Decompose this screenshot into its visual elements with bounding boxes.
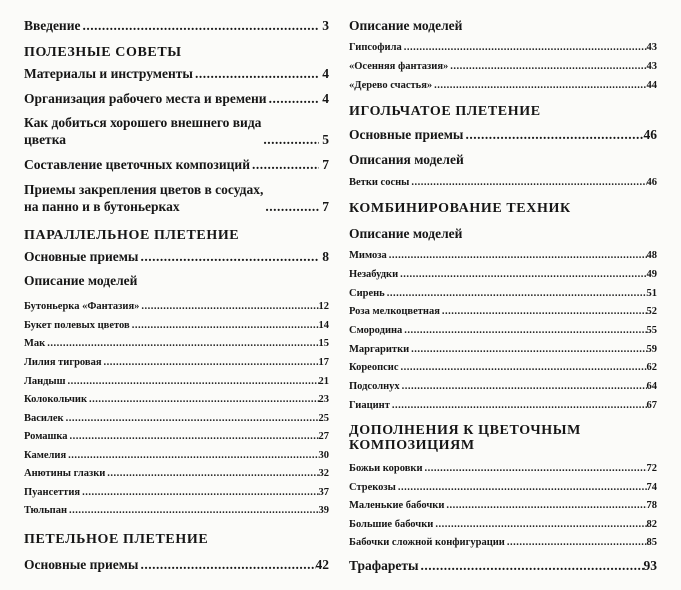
entry-page: 8 (322, 249, 329, 264)
toc-entry[interactable] (349, 500, 657, 511)
toc-entry[interactable] (24, 338, 329, 349)
entry-title: Большие бабочки (349, 519, 434, 530)
dot-leader (385, 288, 647, 299)
entry-title: Бабочки сложной конфигурации (349, 537, 505, 548)
entry-title: Незабудки (349, 269, 399, 280)
dot-leader (263, 199, 319, 215)
dot-leader (400, 381, 647, 392)
entry-title: Кореопсис (349, 362, 399, 373)
entry-title: Роза мелкоцветная (349, 306, 440, 317)
dot-leader (398, 269, 646, 280)
toc-entry[interactable] (24, 505, 329, 516)
toc-entry[interactable] (349, 463, 657, 474)
entry-page: 15 (318, 338, 329, 349)
entry-title: Гиацинт (349, 400, 390, 411)
toc-entry[interactable] (24, 66, 329, 82)
toc-entry[interactable] (349, 61, 657, 72)
entry-page: 64 (646, 381, 657, 392)
entry-page: 12 (318, 301, 329, 312)
entry-title: Основные приемы (24, 249, 139, 264)
toc-entry[interactable] (349, 42, 657, 53)
dot-leader (409, 344, 646, 355)
entry-page: 39 (318, 505, 329, 516)
toc-entry[interactable] (349, 362, 657, 373)
entry-page: 14 (318, 320, 329, 331)
toc-entry[interactable] (349, 127, 657, 143)
entry-title: Материалы и инструменты (24, 66, 193, 81)
section-heading-additions (349, 423, 657, 453)
dot-leader (130, 320, 319, 331)
toc-entry[interactable] (24, 91, 329, 107)
entry-page: 44 (646, 80, 657, 91)
entry-title: Ландыш (24, 376, 66, 387)
entry-title: Организация рабочего места и времени (24, 91, 267, 106)
dot-leader (432, 80, 646, 91)
subheading-combo-models: Описание моделей (349, 226, 463, 241)
entry-title: «Осенняя фантазия» (349, 61, 449, 72)
dot-leader (444, 500, 646, 511)
entry-page: 4 (322, 91, 329, 106)
toc-entry[interactable] (349, 519, 657, 530)
entry-page: 55 (646, 325, 657, 336)
dot-leader (138, 249, 319, 265)
entry-page: 7 (322, 157, 329, 172)
toc-entry[interactable] (349, 306, 657, 317)
dot-leader (139, 301, 318, 312)
entry-page: 7 (322, 199, 329, 214)
entry-page: 78 (646, 500, 657, 511)
entry-title: Трафареты (349, 558, 419, 573)
entry-page: 23 (318, 394, 329, 405)
toc-entry[interactable] (24, 413, 329, 424)
entry-title: Маргаритки (349, 344, 410, 355)
entry-page: 62 (646, 362, 657, 373)
section-heading-parallel: ПАРАЛЛЕЛЬНОЕ ПЛЕТЕНИЕ (24, 228, 240, 243)
toc-entry[interactable] (24, 114, 329, 148)
toc-entry[interactable] (349, 288, 657, 299)
entry-title: Маленькие бабочки (349, 500, 445, 511)
entry-title: Основные приемы (24, 557, 139, 572)
dot-leader (433, 519, 646, 530)
entry-title: Василек (24, 413, 64, 424)
toc-entry[interactable] (24, 450, 329, 461)
dot-leader (463, 127, 643, 143)
toc-entry[interactable] (349, 482, 657, 493)
dot-leader (261, 132, 319, 148)
entry-page: 52 (646, 306, 657, 317)
entry-title: Божьи коровки (349, 463, 423, 474)
entry-title: Камелия (24, 450, 67, 461)
toc-entry[interactable] (24, 249, 329, 265)
entry-title-line2: цветка (24, 132, 67, 147)
dot-leader (267, 91, 319, 107)
entry-page: 46 (643, 127, 657, 142)
entry-title: Анютины глазки (24, 468, 106, 479)
toc-entry-intro[interactable] (24, 18, 329, 34)
section-heading-loop: ПЕТЕЛЬНОЕ ПЛЕТЕНИЕ (24, 532, 209, 547)
dot-leader (419, 558, 644, 574)
entry-title: Лилия тигровая (24, 357, 102, 368)
dot-leader (66, 376, 319, 387)
entry-page: 21 (318, 376, 329, 387)
entry-title: Букет полевых цветов (24, 320, 130, 331)
entry-title: Смородина (349, 325, 403, 336)
entry-title: Колокольчик (24, 394, 88, 405)
dot-leader (505, 537, 647, 548)
toc-entry[interactable] (24, 431, 329, 442)
dot-leader (448, 61, 646, 72)
dot-leader (423, 463, 647, 474)
entry-title: Гипсофила (349, 42, 402, 53)
section-heading-line2: КОМПОЗИЦИЯМ (349, 438, 475, 453)
entry-title: Тюльпан (24, 505, 68, 516)
subheading-needle-models: Описания моделей (349, 152, 464, 167)
entry-page: 32 (318, 468, 329, 479)
entry-page: 74 (646, 482, 657, 493)
dot-leader (193, 66, 319, 82)
dot-leader (390, 400, 647, 411)
entry-page: 51 (646, 288, 657, 299)
toc-entry-stencils[interactable] (349, 558, 657, 574)
entry-page: 30 (318, 450, 329, 461)
dot-leader (68, 431, 319, 442)
dot-leader (402, 325, 646, 336)
toc-entry[interactable] (349, 250, 657, 261)
entry-title: Мак (24, 338, 46, 349)
dot-leader (138, 557, 315, 573)
entry-title-line2: на панно и в бутоньерках (24, 199, 180, 214)
section-heading-tips: ПОЛЕЗНЫЕ СОВЕТЫ (24, 45, 182, 60)
entry-page: 25 (318, 413, 329, 424)
dot-leader (102, 357, 319, 368)
entry-page: 37 (318, 487, 329, 498)
toc-entry[interactable] (24, 468, 329, 479)
dot-leader (80, 487, 318, 498)
entry-title: Стрекозы (349, 482, 396, 493)
dot-leader (387, 250, 647, 261)
subheading-models: Описание моделей (24, 273, 138, 288)
toc-entry[interactable] (24, 376, 329, 387)
toc-entry[interactable] (24, 320, 329, 331)
toc-entry[interactable] (24, 357, 329, 368)
entry-page: 43 (646, 61, 657, 72)
toc-entry[interactable] (349, 400, 657, 411)
entry-title: Составление цветочных композиций (24, 157, 250, 172)
entry-page: 85 (646, 537, 657, 548)
section-heading-combo: КОМБИНИРОВАНИЕ ТЕХНИК (349, 201, 571, 216)
entry-title: Сирень (349, 288, 385, 299)
entry-page: 42 (315, 557, 329, 572)
entry-page: 48 (646, 250, 657, 261)
entry-page: 67 (646, 400, 657, 411)
toc-entry[interactable] (349, 80, 657, 91)
entry-page: 49 (646, 269, 657, 280)
entry-page: 82 (646, 519, 657, 530)
entry-page: 4 (322, 66, 329, 81)
entry-title: Пуансеттия (24, 487, 81, 498)
dot-leader (105, 468, 318, 479)
entry-title: Мимоза (349, 250, 387, 261)
toc-entry[interactable] (24, 557, 329, 573)
entry-page: 27 (318, 431, 329, 442)
toc-entry[interactable] (349, 177, 657, 188)
entry-page: 59 (646, 344, 657, 355)
entry-title-line1: Как добиться хорошего внешнего вида (24, 115, 262, 130)
subheading-models: Описание моделей (349, 18, 463, 33)
dot-leader (396, 482, 647, 493)
entry-title-line1: Приемы закрепления цветов в сосудах, (24, 182, 264, 197)
entry-page: 72 (646, 463, 657, 474)
dot-leader (67, 505, 318, 516)
toc-entry[interactable] (349, 537, 657, 548)
entry-page: 93 (643, 558, 657, 573)
entry-title: Основные приемы (349, 127, 464, 142)
dot-leader (64, 413, 319, 424)
dot-leader (66, 450, 318, 461)
toc-entry[interactable] (24, 181, 329, 215)
entry-title: Введение (24, 18, 81, 33)
dot-leader (409, 177, 646, 188)
entry-page: 17 (318, 357, 329, 368)
entry-title (24, 181, 263, 215)
toc-entry[interactable] (24, 394, 329, 405)
entry-title: Подсолнух (349, 381, 400, 392)
entry-title: Бутоньерка «Фантазия» (24, 301, 140, 312)
entry-title (24, 114, 261, 148)
dot-leader (250, 157, 319, 173)
toc-entry[interactable] (349, 269, 657, 280)
toc-entry[interactable] (349, 344, 657, 355)
dot-leader (80, 18, 319, 34)
entry-page: 46 (646, 177, 657, 188)
entry-title: Ромашка (24, 431, 68, 442)
entry-title: «Дерево счастья» (349, 80, 433, 91)
entry-page: 5 (322, 132, 329, 147)
dot-leader (87, 394, 318, 405)
section-heading-needle: ИГОЛЬЧАТОЕ ПЛЕТЕНИЕ (349, 104, 541, 119)
dot-leader (45, 338, 318, 349)
toc-entry[interactable] (349, 325, 657, 336)
entry-page: 3 (322, 18, 329, 33)
toc-entry[interactable] (349, 381, 657, 392)
dot-leader (399, 362, 647, 373)
toc-entry[interactable] (24, 301, 329, 312)
section-heading-line1: ДОПОЛНЕНИЯ К ЦВЕТОЧНЫМ (349, 423, 581, 438)
dot-leader (402, 42, 647, 53)
entry-title: Ветки сосны (349, 177, 410, 188)
toc-entry[interactable] (24, 157, 329, 173)
toc-entry[interactable] (24, 487, 329, 498)
dot-leader (440, 306, 647, 317)
entry-page: 43 (646, 42, 657, 53)
